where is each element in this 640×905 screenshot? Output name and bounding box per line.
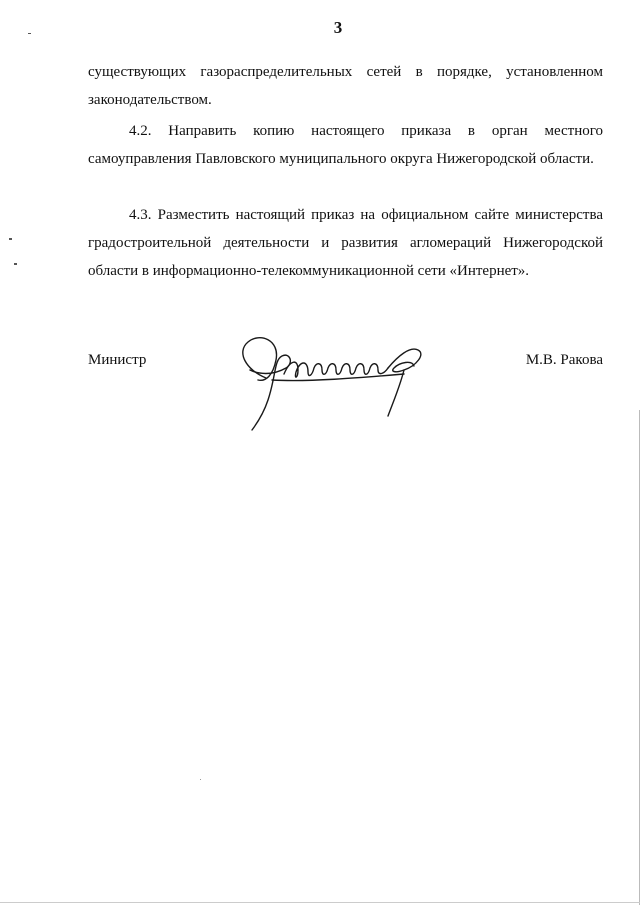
paragraph-continuation: существующих газораспределительных сетей в порядке, установленном законодательством. (88, 64, 603, 108)
scan-artifact (9, 238, 12, 240)
scan-artifact (14, 263, 17, 265)
paragraph-4-2: 4.2. Направить копию настоящего приказа в орган местного самоуправления Павловского муниципального округа Нижегородской области. (88, 123, 603, 167)
page-number: 3 (333, 18, 343, 37)
scan-artifact (200, 779, 201, 780)
signer-name: М.В. Ракова (525, 352, 603, 368)
signer-position: Министр (88, 352, 147, 368)
handwritten-signature (228, 330, 438, 440)
signature-block (88, 350, 603, 440)
scan-edge-line (0, 902, 640, 903)
paragraph-4-3: 4.3. Разместить настоящий приказ на официальном сайте министерства градостроительной деятельности и развития агломераций Нижегородской области в информационно-телекоммуникационной сети «Интернет». (88, 207, 603, 279)
